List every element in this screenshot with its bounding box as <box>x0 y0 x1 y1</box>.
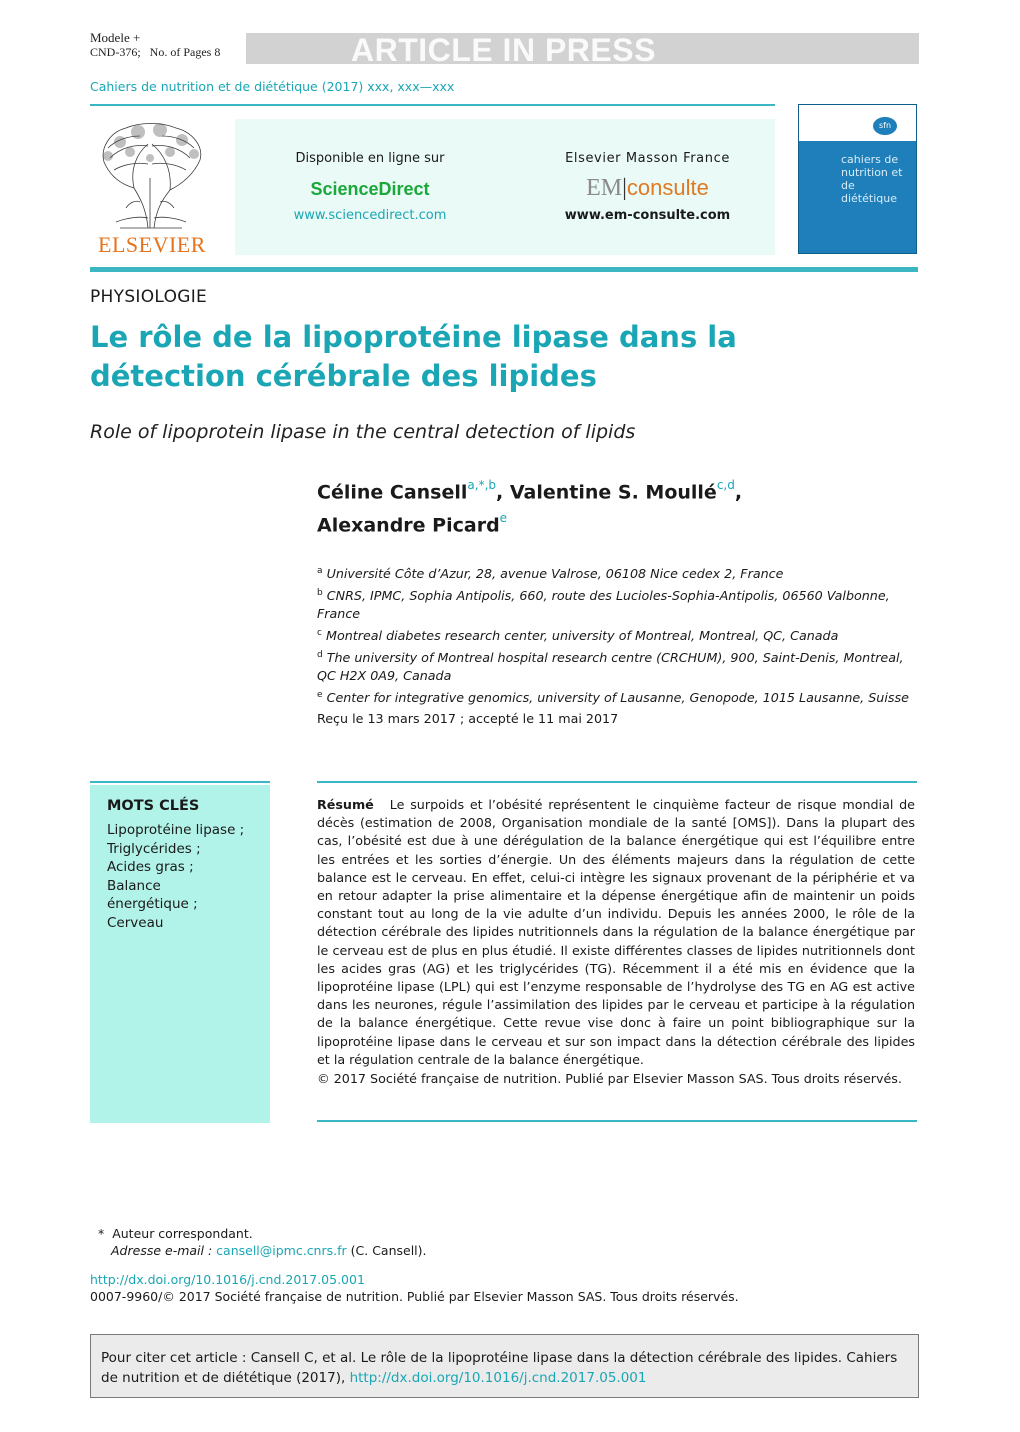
affiliation-key: c <box>317 627 322 638</box>
author-affiliation-mark[interactable]: c,d <box>716 478 735 492</box>
keywords-list <box>107 821 267 932</box>
article-in-press-banner <box>246 32 919 68</box>
affiliation-text: Université Côte d’Azur, 28, avenue Valrose, 06108 Nice cedex 2, France <box>326 566 784 582</box>
issn-copyright: 0007-9960/© 2017 Société française de nutrition. Publié par Elsevier Masson SAS. Tous droits réservés. <box>90 1289 739 1304</box>
affiliation-item <box>317 686 917 708</box>
email-label: Adresse e-mail : <box>111 1243 213 1258</box>
article-in-press-text: ARTICLE IN PRESS <box>351 32 656 68</box>
affiliation-item <box>317 584 917 624</box>
keyword-item: énergétique ; <box>107 896 198 912</box>
keyword-item: Lipoprotéine lipase ; <box>107 822 245 838</box>
abstract-rule-bottom <box>317 1120 917 1122</box>
email-note <box>111 1243 427 1258</box>
affiliation-text: Center for integrative genomics, university of Lausanne, Genopode, 1015 Lausanne, Suisse <box>326 690 909 706</box>
received-dates: Reçu le 13 mars 2017 ; accepté le 11 mai 2017 <box>317 711 619 726</box>
publisher-name: Elsevier Masson France <box>565 151 730 166</box>
header-rule <box>90 104 775 106</box>
affiliation-item <box>317 646 917 686</box>
abstract-label: Résumé <box>317 797 374 812</box>
citation-text: Pour citer cet article : Cansell C, et al. Le rôle de la lipoprotéine lipase dans la détection cérébrale des lipides. Cahiers de nutrition et de diététique (2017), <box>101 1350 898 1386</box>
author-affiliation-mark[interactable]: e <box>499 511 508 526</box>
email-owner: (C. Cansell). <box>350 1243 427 1258</box>
author-list: Céline Cansell$^{a,*,b}$, Valentine S. Moullé$^{c,d}$, Alexandre Picard$^e$ <box>317 478 743 537</box>
affiliation-key: d <box>317 649 323 660</box>
elsevier-wordmark: ELSEVIER <box>98 232 206 257</box>
abstract-text: Le surpoids et l’obésité représentent le cinquième facteur de risque mondial de décès (estimation de 2008, Organisation mondiale de la santé [OMS]). Dans la plupart des cas, l’obésité est due à une dérégulation de la balance énergétique qui est l’équilibre entre les entrées et les sorties d’énergie. Un des éléments majeurs dans la régulation de cette balance est le cerveau. En effet, celui-ci intègre les signaux provenant de la périphérie et va en retour adapter la prise alimentaire et la dépense énergétique afin de maintenir un poids constant tout au long de la vie adulte d’un individu. Depuis les années 2000, le rôle de la détection cérébrale des lipides nutritionnels dans la régulation de la balance énergétique par le cerveau est de plus en plus étudié. Il existe différentes classes de lipides nutritionnels dont les acides gras (AG) et les triglycérides (TG). Récemment il a été mis en évidence que la lipoprotéine lipase (LPL) qui est l’enzyme responsable de l’hydrolyse des TG en AG est active dans les neurones, régule l’assimilation des lipides par le cerveau et participe à la régulation de la balance énergétique. Cette revue vise donc à faire un point bibliographique sur la lipoprotéine lipase dans le cerveau et sur son impact dans la détection cérébrale des lipides et la régulation centrale de la balance énergétique. <box>317 797 915 1067</box>
author-name: Alexandre Picard <box>317 514 500 537</box>
abstract-rule-top <box>317 781 917 783</box>
keywords-title: MOTS CLÉS <box>107 798 200 814</box>
affiliation-key: a <box>317 566 323 576</box>
keyword-item: Balance <box>107 877 161 894</box>
modele-label: Modele + <box>90 30 141 45</box>
sciencedirect-link[interactable]: www.sciencedirect.com <box>293 208 447 223</box>
sciencedirect-logo[interactable]: ScienceDirect <box>310 179 430 199</box>
doi-link[interactable]: http://dx.doi.org/10.1016/j.cnd.2017.05.001 <box>90 1272 365 1287</box>
affiliation-text: CNRS, IPMC, Sophia Antipolis, 660, route des Lucioles-Sophia-Antipolis, 06560 Valbonne, France <box>317 587 890 622</box>
page-info <box>90 45 250 60</box>
journal-cover-thumbnail[interactable] <box>798 104 917 254</box>
affiliation-key: b <box>317 587 323 598</box>
article-title-en: Role of lipoprotein lipase in the central detection of lipids <box>90 421 636 443</box>
availability-banner <box>235 119 775 255</box>
author-affiliation-mark[interactable]: a,*,b <box>467 478 497 492</box>
affiliation-list <box>317 562 917 708</box>
cover-sfn-badge: sfn <box>873 117 897 135</box>
corresponding-label: Auteur correspondant. <box>112 1226 253 1241</box>
cover-title: cahiers de nutrition et de diététique <box>841 153 903 205</box>
affiliation-key: e <box>317 689 323 700</box>
abstract-body <box>317 796 915 1069</box>
affiliation-text: Montreal diabetes research center, university of Montreal, Montreal, QC, Canada <box>326 628 839 644</box>
section-label: PHYSIOLOGIE <box>90 287 208 307</box>
em-consulte-logo[interactable] <box>550 175 745 202</box>
corresponding-author-note <box>98 1226 253 1241</box>
cover-header <box>799 105 916 141</box>
footnote-star: * <box>98 1226 105 1241</box>
em-logo-separator: | <box>622 175 627 201</box>
em-logo-right: consulte <box>626 175 709 200</box>
available-online-label: Disponible en ligne sur <box>295 151 445 166</box>
keyword-item: Triglycérides ; <box>107 840 201 857</box>
author-name: Valentine S. Moullé <box>509 481 717 504</box>
em-consulte-link[interactable]: www.em-consulte.com <box>564 208 731 223</box>
keywords-rule <box>90 781 270 783</box>
email-link[interactable]: cansell@ipmc.cnrs.fr <box>216 1243 347 1258</box>
author-name: Céline Cansell <box>317 481 468 504</box>
affiliation-item <box>317 624 917 646</box>
page-count: No. of Pages 8 <box>149 45 221 59</box>
abstract-copyright: © 2017 Société française de nutrition. Publié par Elsevier Masson SAS. Tous droits réservés. <box>317 1071 902 1086</box>
keywords-box <box>90 785 270 1123</box>
keyword-item: Acides gras ; <box>107 859 194 875</box>
keyword-item: Cerveau <box>107 914 164 931</box>
banner-rule <box>90 267 918 272</box>
citation-box <box>90 1334 919 1398</box>
affiliation-item <box>317 562 917 584</box>
citation-doi-link[interactable]: http://dx.doi.org/10.1016/j.cnd.2017.05.001 <box>349 1369 647 1386</box>
article-title-fr: Le rôle de la lipoprotéine lipase dans la détection cérébrale des lipides <box>90 320 737 393</box>
em-logo-left: EM <box>586 175 623 201</box>
ref-code: CND-376; <box>90 45 141 59</box>
header-meta <box>90 30 250 60</box>
journal-citation-line[interactable]: Cahiers de nutrition et de diététique (2017) xxx, xxx—xxx <box>90 79 455 94</box>
affiliation-text: The university of Montreal hospital research centre (CRCHUM), 900, Saint-Denis, Montreal, QC H2X 0A9, Canada <box>317 649 904 684</box>
